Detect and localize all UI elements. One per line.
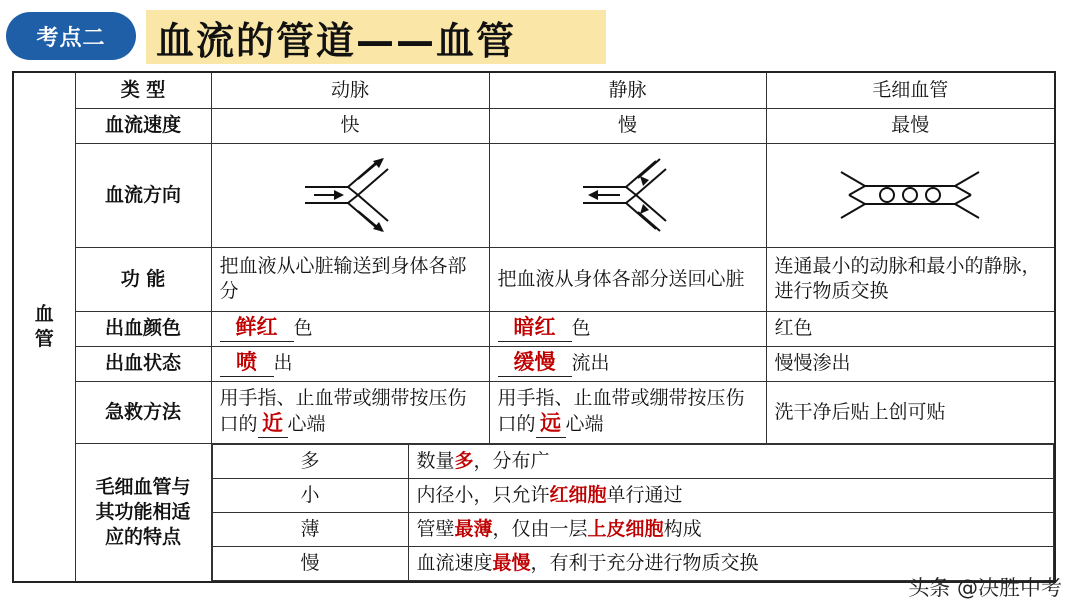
aid-capillary: 洗干净后贴上创可贴 xyxy=(766,381,1055,443)
function-capillary: 连通最小的动脉和最小的静脉，进行物质交换 xyxy=(766,247,1055,311)
feature-description xyxy=(408,512,1054,546)
speed-artery: 快 xyxy=(211,108,489,143)
state-vein-answer: 缓慢 xyxy=(513,350,556,374)
row-label-features: 毛细血管与其功能相适应的特点 xyxy=(75,443,211,582)
feature-key: 小 xyxy=(212,478,408,512)
feature-keyword: 上皮细胞 xyxy=(587,517,664,540)
feature-text: 内径小，只允许 xyxy=(416,483,550,506)
page-title: 血流的管道——血管 xyxy=(146,10,606,64)
speed-vein: 慢 xyxy=(489,108,766,143)
feature-keyword: 多 xyxy=(454,449,474,472)
blood-vessel-table xyxy=(12,71,1056,583)
row-label-function: 功 能 xyxy=(75,247,211,311)
feature-key: 薄 xyxy=(212,512,408,546)
aid-vein: 用手指、止血带或绷带按压伤口的 远 心端 xyxy=(489,381,766,443)
feature-key: 慢 xyxy=(212,546,408,580)
aid-artery: 用手指、止血带或绷带按压伤口的 近 心端 xyxy=(211,381,489,443)
feature-text: 管壁 xyxy=(416,517,455,540)
direction-artery xyxy=(211,143,489,247)
feature-description xyxy=(408,444,1054,478)
feature-row xyxy=(212,512,1054,546)
vein-flow-diagram xyxy=(578,155,678,235)
feature-text: 构成 xyxy=(663,517,702,540)
row-label-color: 出血颜色 xyxy=(75,311,211,346)
feature-text: ，仅由一层 xyxy=(492,517,588,540)
features-cell xyxy=(211,443,1055,582)
feature-key: 多 xyxy=(212,444,408,478)
direction-vein xyxy=(489,143,766,247)
col-header-vein: 静脉 xyxy=(489,72,766,108)
col-header-capillary: 毛细血管 xyxy=(766,72,1055,108)
state-capillary: 慢慢渗出 xyxy=(766,346,1055,381)
feature-text: 数量 xyxy=(416,449,455,472)
col-header-artery: 动脉 xyxy=(211,72,489,108)
features-table xyxy=(212,444,1055,581)
color-vein-answer: 暗红 xyxy=(513,315,556,339)
color-capillary: 红色 xyxy=(766,311,1055,346)
speed-capillary: 最慢 xyxy=(766,108,1055,143)
feature-text: ，有利于充分进行物质交换 xyxy=(530,551,759,574)
feature-row xyxy=(212,478,1054,512)
row-label-aid: 急救方法 xyxy=(75,381,211,443)
row-label-direction: 血流方向 xyxy=(75,143,211,247)
feature-text: 单行通过 xyxy=(606,483,683,506)
state-artery-answer: 喷 xyxy=(236,350,257,374)
state-artery: 喷 出 xyxy=(211,346,489,381)
capillary-flow-diagram xyxy=(835,170,985,220)
color-artery-answer: 鲜红 xyxy=(235,315,278,339)
row-label-speed: 血流速度 xyxy=(75,108,211,143)
feature-row xyxy=(212,444,1054,478)
aid-artery-answer: 近 xyxy=(262,411,284,435)
aid-vein-answer: 远 xyxy=(540,411,562,435)
color-vein: 暗红 色 xyxy=(489,311,766,346)
feature-keyword: 最慢 xyxy=(492,551,531,574)
feature-description xyxy=(408,478,1054,512)
feature-text: 血流速度 xyxy=(416,551,493,574)
color-artery: 鲜红 色 xyxy=(211,311,489,346)
feature-text: ，分布广 xyxy=(473,449,550,472)
watermark: 头条 @决胜中考 xyxy=(908,576,1062,600)
feature-keyword: 最薄 xyxy=(454,517,493,540)
feature-keyword: 红细胞 xyxy=(549,483,607,506)
function-vein: 把血液从身体各部分送回心脏 xyxy=(489,247,766,311)
side-label: 血 管 xyxy=(13,72,75,582)
function-artery: 把血液从心脏输送到身体各部分 xyxy=(211,247,489,311)
artery-flow-diagram xyxy=(300,155,400,235)
direction-capillary xyxy=(766,143,1055,247)
state-vein: 缓慢 流出 xyxy=(489,346,766,381)
row-label-state: 出血状态 xyxy=(75,346,211,381)
col-header-type: 类 型 xyxy=(75,72,211,108)
topic-badge: 考点二 xyxy=(6,12,136,60)
